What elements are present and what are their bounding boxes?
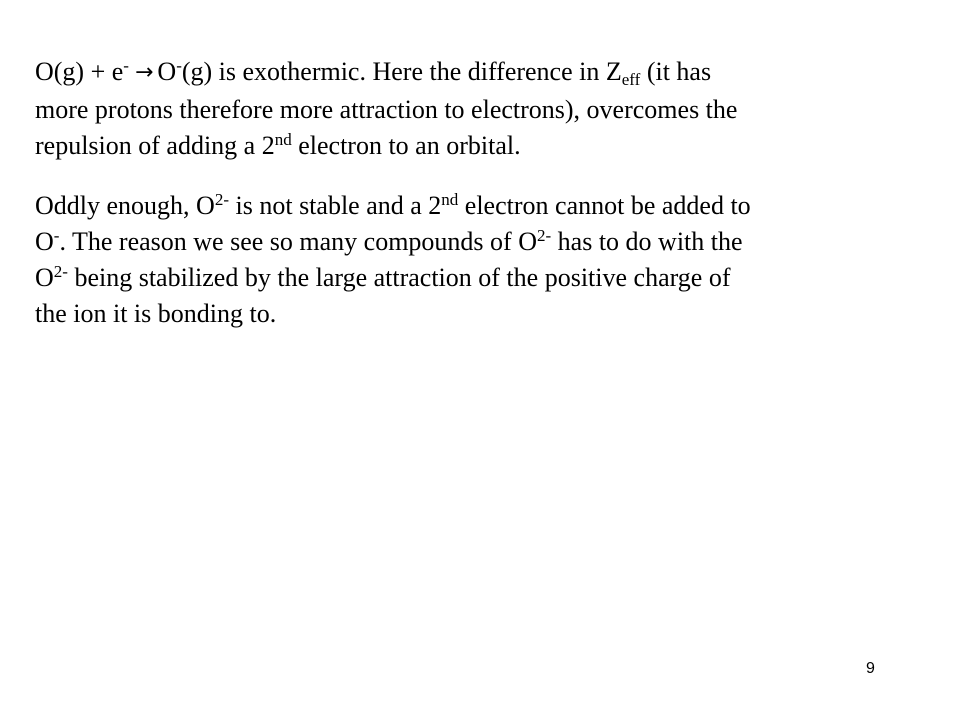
text-segment: . The reason we see so many compounds of O xyxy=(59,227,537,256)
text-segment: Oddly enough, O xyxy=(35,191,215,220)
subscript: eff xyxy=(621,69,641,89)
superscript: - xyxy=(53,225,60,245)
paragraph1-line1 xyxy=(35,54,935,92)
text-segment: O xyxy=(35,263,54,292)
paragraph1-line3 xyxy=(35,128,935,164)
paragraph2-line4: the ion it is bonding to. xyxy=(35,299,277,328)
superscript: 2- xyxy=(214,189,229,209)
paragraph2-line3 xyxy=(35,260,935,296)
text-segment: O xyxy=(157,57,177,86)
paragraph1-line2: more protons therefore more attraction to electrons), overcomes the xyxy=(35,95,738,124)
text-segment: is not stable and a 2 xyxy=(229,191,442,220)
paragraph2-line2 xyxy=(35,224,935,260)
superscript: - xyxy=(176,55,182,75)
text-segment: repulsion of adding a 2 xyxy=(35,131,275,160)
paragraph-electron-affinity xyxy=(35,54,935,164)
superscript: nd xyxy=(274,129,292,149)
superscript: 2- xyxy=(53,261,68,281)
paragraph-oxide-stability xyxy=(35,188,935,332)
text-segment: (g) is exothermic. Here the difference in Z xyxy=(181,57,622,86)
text-segment: has to do with the xyxy=(551,227,743,256)
paragraph2-line1 xyxy=(35,188,935,224)
text-segment: O xyxy=(35,227,54,256)
text-segment: (it has xyxy=(640,57,712,86)
text-segment: O(g) + e xyxy=(35,57,124,86)
page-number: 9 xyxy=(866,660,875,677)
superscript: nd xyxy=(441,189,459,209)
text-segment: being stabilized by the large attraction of the positive charge of xyxy=(67,263,731,292)
superscript: 2- xyxy=(536,225,552,245)
superscript: - xyxy=(123,55,129,75)
right-arrow-icon: → xyxy=(134,60,154,85)
text-segment: electron to an orbital. xyxy=(291,131,521,160)
text-segment: electron cannot be added to xyxy=(458,191,751,220)
